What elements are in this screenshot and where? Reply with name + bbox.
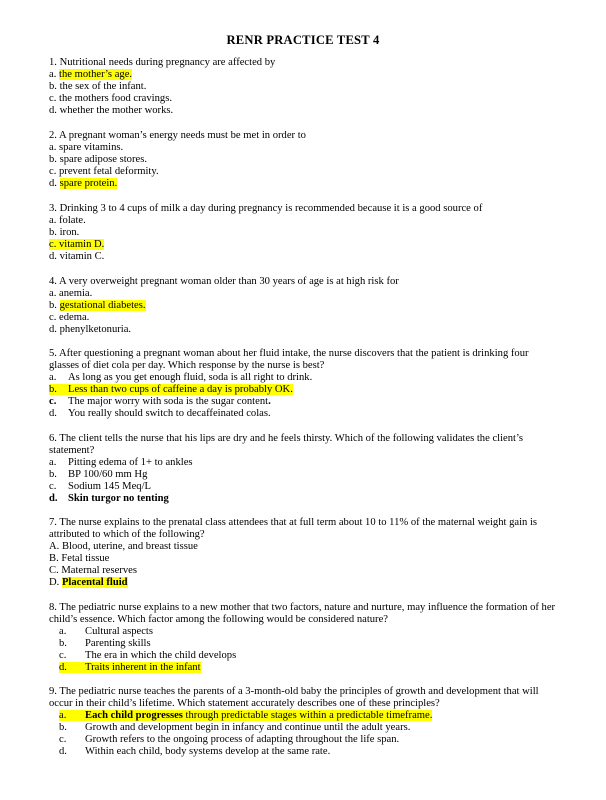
question-stem: 9. The pediatric nurse teaches the parents of a 3-month-old baby the principles of growth and development that will occur in their child’s lifetime. Which statement accurately describes one of these principles?	[49, 686, 539, 710]
option-a: a. Cultural aspects	[59, 626, 153, 638]
highlighted-answer: spare protein.	[59, 178, 118, 190]
option-a: a. spare vitamins.	[49, 142, 124, 154]
option-a: a. As long as you get enough fluid, soda is all right to drink.	[49, 372, 313, 384]
option-c: c. the mothers food cravings.	[49, 93, 172, 105]
option-b: b. Less than two cups of caffeine a day is probably OK.	[49, 384, 293, 396]
question-stem: 4. A very overweight pregnant woman older than 30 years of age is at high risk for	[49, 276, 399, 287]
option-d: d. spare protein.	[49, 178, 118, 190]
question-stem: 7. The nurse explains to the prenatal class attendees that at full term about 10 to 11% of the maternal weight gain is attributed to which of the following?	[49, 517, 538, 541]
option-c: c. Sodium 145 Meq/L	[49, 481, 151, 493]
option-a: a. Pitting edema of 1+ to ankles	[49, 457, 193, 469]
option-b: b. gestational diabetes.	[49, 300, 146, 312]
question-stem: 3. Drinking 3 to 4 cups of milk a day during pregnancy is recommended because it is a good source of	[49, 203, 483, 214]
option-b: b. the sex of the infant.	[49, 81, 147, 93]
question-9	[49, 686, 559, 759]
option-b: b. BP 100/60 mm Hg	[49, 469, 148, 481]
question-3	[49, 203, 559, 263]
option-a: a. the mother’s age.	[49, 69, 133, 81]
option-c: C. Maternal reserves	[49, 565, 137, 577]
page-title: RENR PRACTICE TEST 4	[226, 33, 380, 47]
option-c: c. Growth refers to the ongoing process of adapting throughout the life span.	[59, 734, 400, 746]
option-d: d. vitamin C.	[49, 251, 105, 263]
question-6	[49, 433, 559, 506]
option-a: a. folate.	[49, 215, 86, 227]
option-d: d. phenylketonuria.	[49, 324, 132, 336]
question-stem: 1. Nutritional needs during pregnancy are affected by	[49, 57, 276, 68]
question-stem: 8. The pediatric nurse explains to a new mother that two factors, nature and nurture, may influence the formation of her child’s essence. Which factor among the following would be considered nature?	[49, 602, 556, 626]
question-2	[49, 130, 559, 190]
highlighted-answer: Traits inherent in the infant	[85, 662, 201, 674]
option-d: d. Within each child, body systems develop at the same rate.	[59, 746, 331, 758]
question-stem: 5. After questioning a pregnant woman about her fluid intake, the nurse discovers that the patient is drinking four glasses of diet cola per day. Which response by the nurse is best?	[49, 348, 529, 372]
option-d: D. Placental fluid	[49, 577, 128, 589]
option-b: b. Growth and development begin in infancy and continue until the adult years.	[59, 722, 411, 734]
option-c: c. edema.	[49, 312, 90, 324]
highlighted-answer: Less than two cups of caffeine a day is probably OK.	[68, 384, 293, 396]
option-b: B. Fetal tissue	[49, 553, 110, 565]
question-5	[49, 348, 559, 421]
option-a: a. anemia.	[49, 288, 93, 300]
question-1	[49, 57, 559, 117]
option-a: A. Blood, uterine, and breast tissue	[49, 541, 198, 553]
option-d: d. Skin turgor no tenting	[49, 493, 169, 505]
option-d: d. whether the mother works.	[49, 105, 174, 117]
highlighted-answer: c. vitamin D.	[49, 239, 105, 251]
option-d: d. You really should switch to decaffeinated colas.	[49, 408, 271, 420]
highlighted-answer: through predictable stages within a predictable timeframe.	[182, 710, 433, 722]
option-c: c. The era in which the child develops	[59, 650, 237, 662]
option-b: b. iron.	[49, 227, 80, 239]
option-d: d. Traits inherent in the infant	[59, 662, 201, 674]
option-c	[49, 239, 559, 251]
option-c: c. The major worry with soda is the sugar content.	[49, 396, 271, 408]
question-4	[49, 276, 559, 336]
highlighted-answer: gestational diabetes.	[59, 300, 146, 312]
option-b: b. spare adipose stores.	[49, 154, 147, 166]
option-b: b. Parenting skills	[59, 638, 151, 650]
option-a: a. Each child progresses through predictable stages within a predictable timeframe.	[59, 710, 433, 722]
question-8	[49, 602, 559, 675]
highlighted-answer: Placental fluid	[61, 577, 128, 589]
question-stem: 6. The client tells the nurse that his lips are dry and he feels thirsty. Which of the following validates the client’s statement?	[49, 433, 524, 457]
question-7	[49, 517, 559, 590]
option-c: c. prevent fetal deformity.	[49, 166, 159, 178]
question-stem: 2. A pregnant woman’s energy needs must be met in order to	[49, 130, 306, 141]
highlighted-answer-bold: Each child progresses	[85, 710, 183, 722]
highlighted-answer: the mother’s age.	[59, 69, 133, 81]
